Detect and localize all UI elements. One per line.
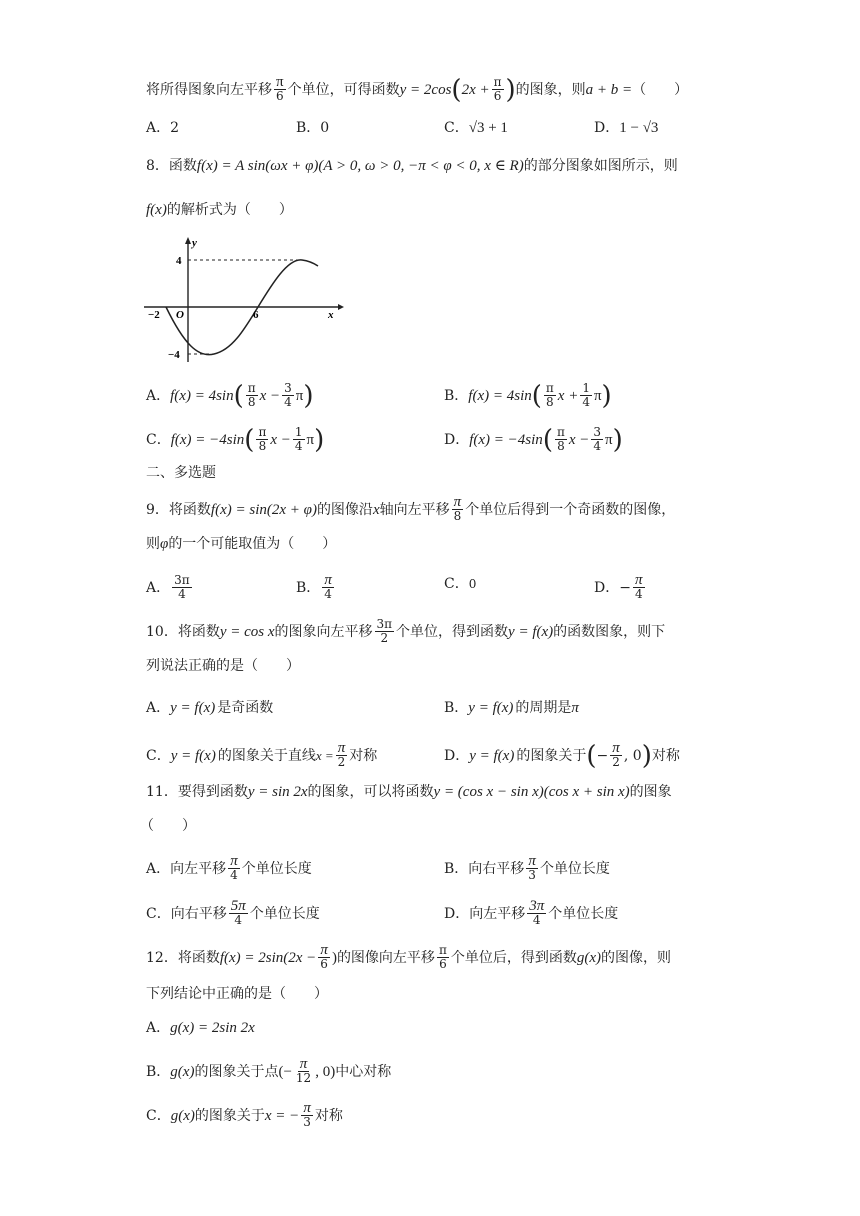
q12-line2: 下列结论中正确的是（ ） — [146, 986, 328, 1002]
q7-option-d[interactable]: D． 1 − √3 — [594, 120, 659, 136]
q12-option-b[interactable]: B． g(x) 的图象关于点 (− $\frac{\pi}{12}$ , 0) 中心对称 — [146, 1056, 392, 1085]
q9-line2a: 则 — [146, 536, 160, 552]
q9-option-a[interactable]: A． $\frac{3\pi}{4}$ — [146, 573, 190, 601]
q10-text4: 的函数图象，则下 — [553, 623, 666, 640]
q8-func: f(x) = A sin(ωx + φ)(A > 0, ω > 0, −π < φ < 0, x ∈ R) — [196, 158, 524, 174]
q11-text2: 的图象，可以将函数 — [307, 784, 434, 800]
q9-line1 — [146, 496, 675, 523]
q10-number: 10． — [146, 623, 178, 640]
q9-number: 9． — [146, 501, 169, 518]
q11-text3: 的图象 — [629, 784, 672, 800]
q8-option-b[interactable]: B． f(x) = 4sin ( $\frac{\pi}{8}$ x + $\frac{1}{4}$ π ) — [444, 380, 612, 411]
q12-text1: 将函数 — [177, 949, 220, 966]
q11-option-b[interactable]: B． 向右平移 $\frac{\pi}{3}$ 个单位长度 — [444, 853, 610, 882]
sine-graph — [140, 234, 348, 364]
q9-option-d[interactable]: D． − $\frac{\pi}{4}$ — [594, 572, 643, 601]
q9-phi: φ — [160, 536, 169, 552]
q12-option-a[interactable]: A． g(x) = 2sin 2x — [146, 1020, 255, 1036]
q10-option-c[interactable]: C． y = f(x) 的图象关于直线 x = $\frac{\pi}{2}$ 对称 — [146, 740, 378, 769]
q7-text-mid: 个单位，可得函数 — [287, 81, 400, 98]
q10-text2: 的图象向左平移 — [274, 623, 373, 640]
q12-line1: 12． 将函数 f(x) = 2sin(2x − $\frac{\pi}{6}$ ) 的图像向左平移 $\frac{\pi}{6}$ 个单位后，得到函数 g(x) 的图像，则 — [146, 942, 671, 971]
q8-option-a[interactable]: A． f(x) = 4sin ( $\frac{\pi}{8}$ x − $\frac{3}{4}$ π ) — [146, 380, 314, 411]
q12-text3: 个单位后，得到函数 — [450, 949, 577, 966]
q7-option-a[interactable]: A． 2 — [146, 120, 180, 136]
q7-shift-fraction: $\frac{\pi}{6}$ — [276, 74, 284, 103]
q7-line1 — [146, 76, 688, 103]
q9-option-c[interactable]: C． 0 — [444, 576, 477, 592]
q8-line2-text: 的解析式为（ ） — [166, 202, 293, 218]
q12-shift-fraction: $\frac{\pi}{6}$ — [438, 943, 447, 971]
x-axis-arrow — [338, 304, 344, 310]
q7-paren-close: ) — [505, 74, 516, 105]
q10-option-d[interactable]: D． y = f(x) 的图象关于 ( − $\frac{\pi}{2}$ , 0 ) 对称 — [444, 740, 680, 771]
q11-line1 — [146, 782, 672, 802]
x-axis-label: x — [328, 309, 334, 321]
q12-number: 12． — [146, 949, 178, 966]
section-title: 二、多选题 — [146, 465, 216, 481]
q12-gx: g(x) — [576, 949, 601, 966]
q11-number: 11． — [146, 784, 178, 800]
q10-func2: y = f(x) — [508, 623, 554, 640]
q9-text2: 的图像沿 — [316, 501, 373, 518]
q8-option-d[interactable]: D． f(x) = −4sin ( $\frac{\pi}{8}$ x − $\frac{3}{4}$ π ) — [444, 424, 623, 455]
q9-text4: 个单位后得到一个奇函数的图像， — [465, 501, 676, 518]
y-top-label: 4 — [176, 255, 182, 267]
q10-line1 — [146, 618, 665, 645]
q12-text2: 的图像向左平移 — [336, 949, 435, 966]
q9-line2 — [146, 534, 336, 554]
q7-option-c[interactable]: C． √3 + 1 — [444, 120, 508, 136]
q7-option-b[interactable]: B． 0 — [296, 120, 330, 136]
q10-text1: 将函数 — [177, 623, 220, 640]
y-bottom-label: −4 — [168, 349, 180, 361]
q7-func: y = 2cos — [399, 81, 452, 98]
q8-fx: f(x) — [146, 202, 167, 218]
q10-func: y = cos x — [219, 623, 275, 640]
q8-text2: 的部分图象如图所示，则 — [523, 158, 678, 174]
q11-option-c[interactable]: C． 向右平移 $\frac{5\pi}{4}$ 个单位长度 — [146, 898, 320, 927]
q8-line1 — [146, 156, 678, 176]
q12-func-fraction: $\frac{\pi}{6}$ — [320, 942, 328, 971]
q7-answer-paren: （ ） — [632, 81, 689, 98]
q7-arg-fraction: $\frac{\pi}{6}$ — [493, 75, 502, 103]
q9-xvar: x — [372, 501, 380, 518]
q9-line2b: 的一个可能取值为（ ） — [168, 536, 337, 552]
y-axis-arrow — [185, 237, 191, 244]
q9-shift-fraction: $\frac{\pi}{8}$ — [453, 494, 462, 523]
q12-text4: 的图像，则 — [600, 949, 671, 966]
q7-text-prefix: 将所得图象向左平移 — [146, 81, 272, 98]
q12-func: f(x) = 2sin(2x − — [219, 949, 317, 966]
x-left-label: −2 — [148, 309, 160, 321]
q9-text3: 轴向左平移 — [379, 501, 450, 518]
q10-option-a[interactable]: A． y = f(x) 是奇函数 — [146, 700, 274, 716]
q10-text3: 个单位，得到函数 — [396, 623, 509, 640]
q7-arg: 2x + — [461, 81, 490, 98]
q7-text-suffix: 的图象，则 — [515, 81, 586, 98]
q10-option-b[interactable]: B． y = f(x) 的周期是 π — [444, 700, 579, 716]
q8-line2 — [146, 200, 293, 220]
origin-label: O — [176, 309, 184, 321]
q11-func: y = sin 2x — [247, 784, 308, 800]
q9-text1: 将函数 — [168, 501, 211, 518]
q11-text1: 要得到函数 — [177, 784, 248, 800]
q8-text1: 函数 — [168, 158, 197, 174]
q9-option-b[interactable]: B． $\frac{\pi}{4}$ — [296, 572, 332, 601]
q10-shift-fraction: $\frac{3\pi}{2}$ — [376, 617, 393, 645]
q7-paren-open: ( — [451, 74, 462, 105]
q9-func: f(x) = sin(2x + φ) — [210, 501, 317, 518]
q11-paren: （ ） — [140, 818, 196, 834]
q12-option-c[interactable]: C． g(x) 的图象关于 x = − $\frac{\pi}{3}$ 对称 — [146, 1100, 343, 1129]
q11-option-d[interactable]: D． 向左平移 $\frac{3\pi}{4}$ 个单位长度 — [444, 898, 619, 927]
y-axis-label: y — [192, 237, 197, 249]
q7-ask: a + b = — [585, 81, 633, 98]
x-right-label: 6 — [253, 309, 259, 321]
q11-func2: y = (cos x − sin x)(cos x + sin x) — [433, 784, 630, 800]
q8-option-c[interactable]: C． f(x) = −4sin ( $\frac{\pi}{8}$ x − $\frac{1}{4}$ π ) — [146, 424, 325, 455]
q8-number: 8． — [146, 158, 169, 174]
q10-line2: 列说法正确的是（ ） — [146, 658, 300, 674]
q11-option-a[interactable]: A． 向左平移 $\frac{\pi}{4}$ 个单位长度 — [146, 853, 312, 882]
